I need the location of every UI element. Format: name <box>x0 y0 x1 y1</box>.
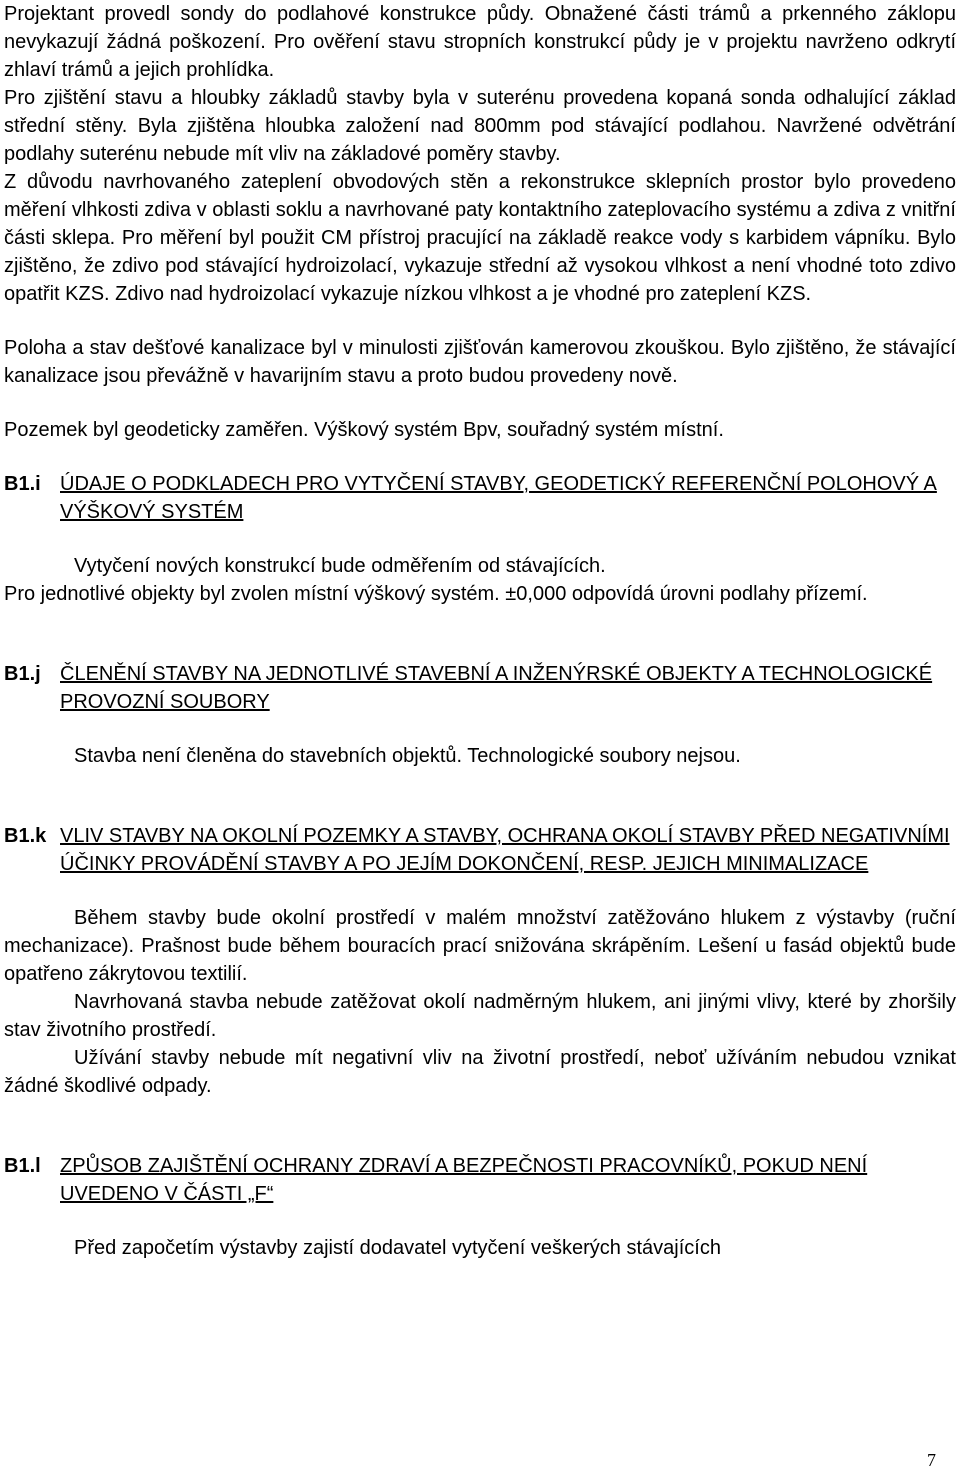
paragraph-roof-survey: Projektant provedl sondy do podlahové konstrukce půdy. Obnažené části trámů a prkenného záklopu nevykazují žádná poškození. Pro ověření stavu stropních konstrukcí půdy je v projektu navrženo odkrytí zhlaví trámů a jejich prohlídka. <box>4 3 956 81</box>
spacer <box>4 770 956 796</box>
spacer <box>4 1100 956 1126</box>
section-title: ÚDAJE O PODKLADECH PRO VYTYČENÍ STAVBY, GEODETICKÝ REFERENČNÍ POLOHOVÝ A VÝŠKOVÝ SYSTÉM <box>60 473 937 523</box>
section-b1l-text-1: Před započetím výstavby zajistí dodavatel vytyčení veškerých stávajících <box>74 1237 721 1259</box>
section-b1i-text-1: Vytyčení nových konstrukcí bude odměřením od stávajících. <box>74 555 606 577</box>
spacer <box>4 716 956 742</box>
spacer <box>4 308 956 334</box>
paragraph-drainage: Poloha a stav dešťové kanalizace byl v minulosti zjišťován kamerovou zkouškou. Bylo zjištěno, že stávající kanalizace jsou převážně v havarijním stavu a proto budou provedeny nově. <box>4 337 956 387</box>
paragraph-moisture-measurement: Z důvodu navrhovaného zateplení obvodových stěn a rekonstrukce sklepních prostor bylo provedeno měření vlhkosti zdiva v oblasti soklu a navrhované paty kontaktního zateplovacího systému a zdiva z vnitřní části sklepa. Pro měření byl použit CM přístroj pracující na základě reakce vody s karbidem vápníku. Bylo zjištěno, že zdivo pod stávající hydroizolací, vykazuje střední až vysokou vlhkost a není vhodné toto zdivo opatřit KZS. Zdivo nad hydroizolací vykazuje nízkou vlhkost a je vhodné pro zateplení KZS. <box>4 171 956 305</box>
spacer <box>4 608 956 634</box>
spacer <box>4 444 956 470</box>
section-title: ZPŮSOB ZAJIŠTĚNÍ OCHRANY ZDRAVÍ A BEZPEČNOSTI PRACOVNÍKŮ, POKUD NENÍ UVEDENO V ČÁSTI „F“ <box>60 1155 868 1205</box>
document-page <box>4 0 956 1262</box>
spacer <box>4 1208 956 1234</box>
section-heading-b1k <box>4 822 956 878</box>
page-number: 7 <box>927 1450 936 1470</box>
spacer <box>4 390 956 416</box>
section-number: B1.l <box>4 1155 41 1177</box>
section-title: VLIV STAVBY NA OKOLNÍ POZEMKY A STAVBY, OCHRANA OKOLÍ STAVBY PŘED NEGATIVNÍMI ÚČINKY PROVÁDĚNÍ STAVBY A PO JEJÍM DOKONČENÍ, RESP. JEJICH MINIMALIZACE <box>60 825 950 875</box>
spacer <box>4 1126 956 1152</box>
section-number: B1.i <box>4 473 41 495</box>
section-b1j-text-1: Stavba není členěna do stavebních objektů. Technologické soubory nejsou. <box>74 745 741 767</box>
section-b1k-text-1: Během stavby bude okolní prostředí v malém množství zatěžováno hlukem z výstavby (ruční mechanizace). Prašnost bude během bouracích prací snižována skrápěním. Lešení u fasád objektů bude opatřeno zákrytovou textilií. <box>4 907 956 985</box>
spacer <box>4 796 956 822</box>
section-b1i-text-2: Pro jednotlivé objekty byl zvolen místní výškový systém. ±0,000 odpovídá úrovni podlahy přízemí. <box>4 583 868 605</box>
spacer <box>4 878 956 904</box>
spacer <box>4 526 956 552</box>
section-heading-b1j <box>4 660 956 716</box>
spacer <box>4 634 956 660</box>
paragraph-geodetic: Pozemek byl geodeticky zaměřen. Výškový systém Bpv, souřadný systém místní. <box>4 419 724 441</box>
section-title: ČLENĚNÍ STAVBY NA JEDNOTLIVÉ STAVEBNÍ A INŽENÝRSKÉ OBJEKTY A TECHNOLOGICKÉ PROVOZNÍ SOUBORY <box>60 663 933 713</box>
section-heading-b1i <box>4 470 956 526</box>
section-heading-b1l <box>4 1152 956 1208</box>
section-number: B1.k <box>4 825 47 847</box>
paragraph-foundation-probe: Pro zjištění stavu a hloubky základů stavby byla v suterénu provedena kopaná sonda odhalující základ střední stěny. Byla zjištěna hloubka založení nad 800mm pod stávající podlahou. Navržené odvětrání podlahy suterénu nebude mít vliv na základové poměry stavby. <box>4 87 956 165</box>
section-b1k-text-3: Užívání stavby nebude mít negativní vliv na životní prostředí, neboť užíváním nebudou vznikat žádné škodlivé odpady. <box>4 1047 956 1097</box>
section-b1k-text-2: Navrhovaná stavba nebude zatěžovat okolí nadměrným hlukem, ani jinými vlivy, které by zhoršily stav životního prostředí. <box>4 991 956 1041</box>
section-number: B1.j <box>4 663 41 685</box>
